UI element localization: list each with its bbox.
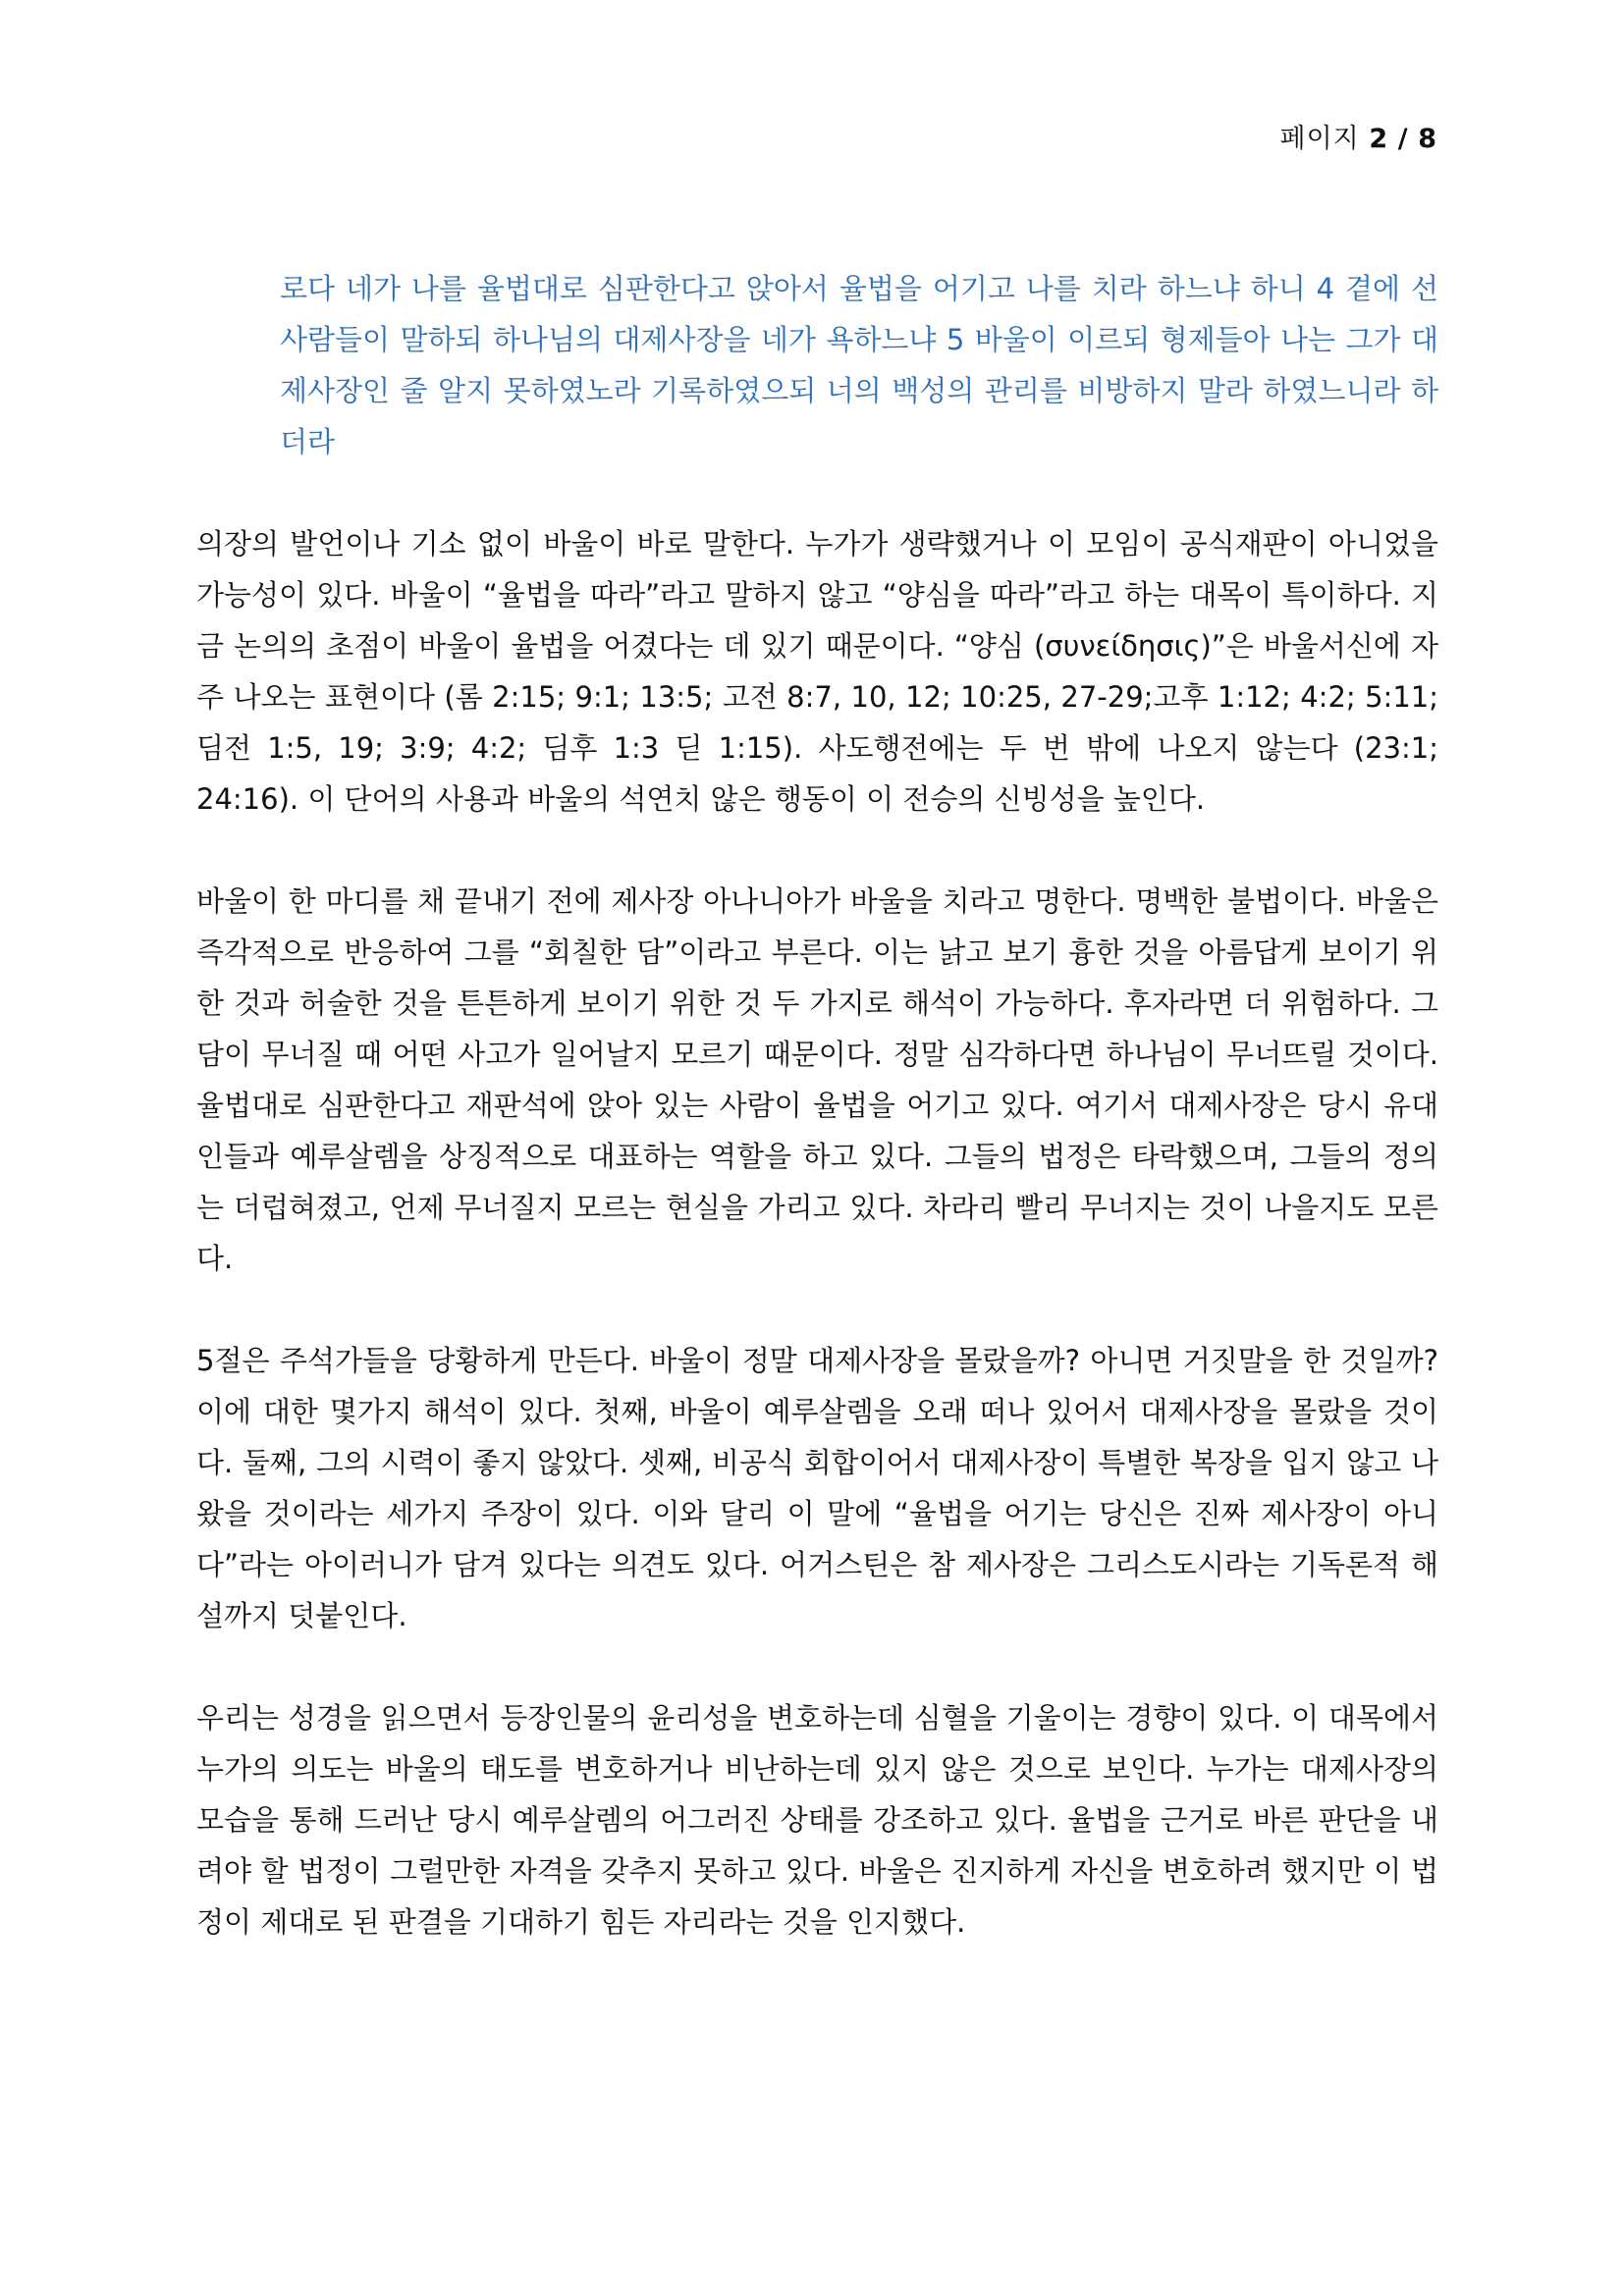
paragraph-verse-five: 5절은 주석가들을 당황하게 만든다. 바울이 정말 대제사장을 몰랐을까? 아니면 거짓말을 한 것일까? 이에 대한 몇가지 해석이 있다. 첫째, 바울이 예루살렘을 오래 떠나 있어서 대제사장을 몰랐을 것이다. 둘째, 그의 시력이 좋지 않았다. 셋째, 비공식 회합이어서 대제사장이 특별한 복장을 입지 않고 나왔을 것이라는 세가지 주장이 있다. 이와 달리 이 말에 “율법을 어기는 당신은 진짜 제사장이 아니다”라는 아이러니가 담겨 있다는 의견도 있다. 어거스틴은 참 제사장은 그리스도시라는 기독론적 해설까지 덧붙인다. bbox=[196, 1344, 1438, 1632]
scripture-quote: 로다 네가 나를 율법대로 심판한다고 앉아서 율법을 어기고 나를 치라 하느냐 하니 4 곁에 선 사람들이 말하되 하나님의 대제사장을 네가 욕하느냐 5 바울이 이르되 형제들아 나는 그가 대제사장인 줄 알지 못하였노라 기록하였으되 너의 백성의 관리를 비방하지 말라 하였느니라 하더라 bbox=[280, 272, 1438, 458]
paragraph-conclusion: 우리는 성경을 읽으면서 등장인물의 윤리성을 변호하는데 심혈을 기울이는 경향이 있다. 이 대목에서 누가의 의도는 바울의 태도를 변호하거나 비난하는데 있지 않은 것으로 보인다. 누가는 대제사장의 모습을 통해 드러난 당시 예루살렘의 어그러진 상태를 강조하고 있다. 율법을 근거로 바른 판단을 내려야 할 법정이 그럴만한 자격을 갖추지 못하고 있다. 바울은 진지하게 자신을 변호하려 했지만 이 법정이 제대로 된 판결을 기대하기 힘든 자리라는 것을 인지했다. bbox=[196, 1701, 1438, 1939]
paragraph-whitewashed-wall: 바울이 한 마디를 채 끝내기 전에 제사장 아나니아가 바울을 치라고 명한다. 명백한 불법이다. 바울은 즉각적으로 반응하여 그를 “회칠한 담”이라고 부른다. 이는 낡고 보기 흉한 것을 아름답게 보이기 위한 것과 허술한 것을 튼튼하게 보이기 위한 것 두 가지로 해석이 가능하다. 후자라면 더 위험하다. 그 담이 무너질 때 어떤 사고가 일어날지 모르기 때문이다. 정말 심각하다면 하나님이 무너뜨릴 것이다. 율법대로 심판한다고 재판석에 앉아 있는 사람이 율법을 어기고 있다. 여기서 대제사장은 당시 유대인들과 예루살렘을 상징적으로 대표하는 역할을 하고 있다. 그들의 법정은 타락했으며, 그들의 정의는 더럽혀졌고, 언제 무너질지 모르는 현실을 가리고 있다. 차라리 빨리 무너지는 것이 나을지도 모른다. bbox=[196, 884, 1438, 1275]
page-label: 페이지 bbox=[1279, 124, 1360, 154]
page-separator: / bbox=[1397, 124, 1409, 154]
document-body bbox=[196, 263, 1438, 1948]
page-total: 8 bbox=[1418, 124, 1437, 154]
page-current: 2 bbox=[1369, 124, 1389, 154]
paragraph-conscience: 의장의 발언이나 기소 없이 바울이 바로 말한다. 누가가 생략했거나 이 모임이 공식재판이 아니었을 가능성이 있다. 바울이 “율법을 따라”라고 말하지 않고 “양심을 따라”라고 하는 대목이 특이하다. 지금 논의의 초점이 바울이 율법을 어겼다는 데 있기 때문이다. “양심 (συνείδησις)”은 바울서신에 자주 나오는 표현이다 (롬 2:15; 9:1; 13:5; 고전 8:7, 10, 12; 10:25, 27-29;고후 1:12; 4:2; 5:11; 딤전 1:5, 19; 3:9; 4:2; 딤후 1:3 딛 1:15). 사도행전에는 두 번 밖에 나오지 않는다 (23:1; 24:16). 이 단어의 사용과 바울의 석연치 않은 행동이 이 전승의 신빙성을 높인다. bbox=[196, 527, 1438, 816]
page-number bbox=[1280, 126, 1438, 152]
